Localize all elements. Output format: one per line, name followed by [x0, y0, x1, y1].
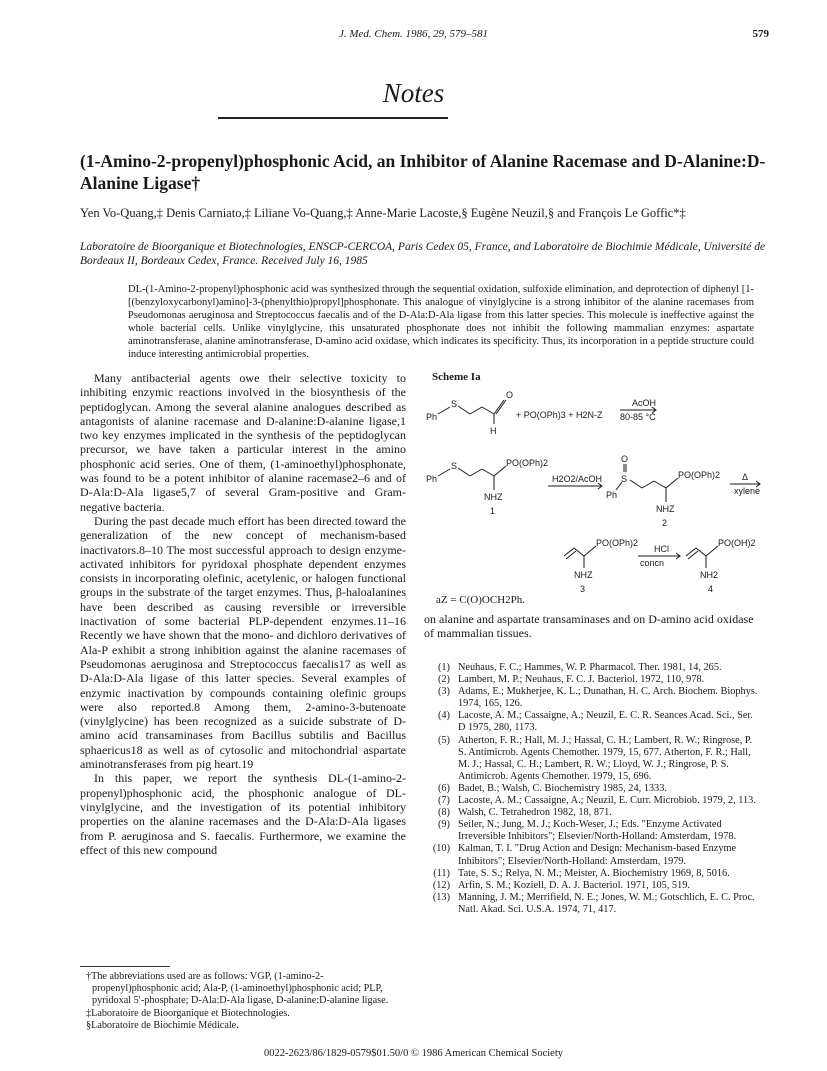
reference-number: (11)	[433, 867, 450, 879]
reference-item	[424, 710, 762, 734]
reference-number: (8)	[437, 807, 450, 819]
scheme-label-reagents: + PO(OPh)3 + H2N-Z	[516, 410, 603, 420]
reference-text: Seiler, N.; Jung, M. J.; Koch-Weser, J.; Eds. "Enzyme Activated Irreversible Inhibitors"; Elsevier/North-Holland: Amsterdam, 1978.	[458, 819, 737, 843]
reference-text: Neuhaus, F. C.; Hammes, W. P. Pharmacol. Ther. 1981, 14, 265.	[458, 662, 722, 673]
body-paragraph: In this paper, we report the synthesis DL-(1-amino-2-propenyl)phosphonic acid, the phosphonic analogue of DL-vinylglycine, and the investigation of its potential inhibitory properties on the alanine racemases and the D-Ala:D-Ala ligases from P. aeruginosa and S. faecalis. Furthermore, we examine the effect of this new compound	[80, 771, 406, 857]
scheme-footnote: aZ = C(O)OCH2Ph.	[436, 594, 526, 606]
reference-text: Lacoste, A. M.; Cassaigne, A.; Neuzil, E. C. R. Seances Acad. Sci., Ser. D 1975, 280, 1173.	[458, 710, 753, 734]
body-column-left	[80, 371, 406, 857]
scheme-label-nhz: NHZ	[656, 504, 675, 514]
reference-item	[424, 880, 762, 892]
scheme-label-s: S	[621, 474, 628, 484]
scheme-label-nhz: NHZ	[484, 492, 503, 502]
reference-text: Tate, S. S.; Relya, N. M.; Meister, A. Biochemistry 1969, 8, 5016.	[458, 867, 730, 879]
scheme-label-po-oh2: PO(OH)2	[718, 538, 756, 548]
reference-text: Kalman, T. I. "Drug Action and Design: Mechanism-based Enzyme Inhibitors"; Elsevier/North-Holland: Amsterdam, 1979.	[458, 843, 737, 867]
reference-item	[424, 674, 762, 686]
reference-item	[424, 819, 762, 843]
reference-item	[424, 795, 762, 807]
scheme-label-hcl: HCl	[654, 544, 669, 554]
reference-text: Walsh, C. Tetrahedron 1982, 18, 871.	[458, 807, 612, 819]
scheme-label-ph: Ph	[426, 412, 438, 422]
affiliation: Laboratoire de Bioorganique et Biotechnologies, ENSCP-CERCOA, Paris Cedex 05, France, and Laboratoire de Biochimie Médicale, Université de Bordeaux II, Bordeaux Cedex, France. Received July 16, 1985	[80, 241, 766, 267]
reference-text: Lacoste, A. M.; Cassaigne, A.; Neuzil, E. Curr. Microbiob. 1979, 2, 113.	[458, 795, 756, 807]
scheme-label-xylene: xylene	[734, 486, 761, 496]
reference-text: Arfin, S. M.; Koziell, D. A. J. Bacteriol. 1971, 105, 519.	[458, 879, 690, 891]
section-heading: Notes	[382, 78, 445, 108]
reference-item	[424, 843, 762, 867]
scheme-label-delta: Δ	[742, 472, 749, 482]
body-paragraph: During the past decade much effort has been directed toward the generalization of the new concept of mechanism-based inactivators.8–10 The most successful approach to design enzyme-activated inhibitors for pyridoxal phosphate dependent enzymes consists in incorporating olefinic, acetylenic, or halogen functional groups in the substrate of the target enzymes. Thus, β-haloalanines have been described as causing reversible or irreversible inactivation of some bacterial PLP-dependent enzymes.11–16 Recently we have shown that the mono- and dichloro derivatives of Ala-P exhibit a strong inhibition against the alanine racemases of Pseudomonas aeruginosa and Streptococcus faecalis17 as well as D-Ala:D-Ala ligase of this latter species. Several examples of enzymic inactivation by compounds containing olefinic groups were also reported.8 Among them, 2-amino-3-butenoate (vinylglycine) has been recognized as a suicide substrate of D-amino acid transaminases from Bacillus subtilis and Bacillus sphaericus18 as well as of cytosolic and mitochondrial aspartate aminotransferases from pig heart.19	[80, 513, 406, 772]
running-header: J. Med. Chem. 1986, 29, 579–581	[338, 28, 489, 40]
body-paragraph: Many antibacterial agents owe their selective toxicity to inhibiting enzymic reactions involved in the biosynthesis of the peptidoglycan. Among the several alanine analogues described as antagonists of alanine racemase and D-alanine:D-alanine ligase,1 two key enzymes implicated in the synthesis of the peptidoglycan precursor, we have taken a particular interest in the amino phosphonic acid series. One of them, (1-aminoethyl)phosphonate, was found to be a potent inhibitor of alanine racemase2–6 and of D-Ala:D-Ala ligase5,7 of several Gram-positive and Gram-negative bacteria.	[80, 371, 406, 514]
footnotes	[80, 971, 406, 1032]
footnote: †The abbreviations used are as follows: VGP, (1-amino-2-propenyl)phosphonic acid; Ala-P, (1-aminoethyl)phosphonic acid; PLP, pyridoxal 5′-phosphate; D-Ala:D-Ala ligase, D-alanine:D-alanine ligase.	[86, 971, 389, 1007]
reference-number: (5)	[437, 734, 450, 746]
reference-text: Atherton, F. R.; Hall, M. J.; Hassal, C. H.; Lambert, R. W.; Ringrose, P. S. Antimicrob. Agents Chemother. 1979, 15, 677. Atherton, F. R.; Hall, M. J.; Hassal, C. H.; Lambert, R. W.; Lloyd, W. J.; Ringrose, P. S. Antimicrob. Agents Chemother. 1979, 15, 696.	[458, 734, 753, 782]
compound-number: 3	[580, 584, 586, 592]
reference-item	[424, 735, 762, 783]
scheme-label-po-oph2: PO(OPh)2	[506, 458, 549, 468]
scheme-label-po-oph2: PO(OPh)2	[596, 538, 639, 548]
reference-number: (13)	[432, 891, 450, 903]
section-rule	[218, 117, 448, 119]
reference-number: (7)	[437, 795, 450, 807]
scheme-label-po-oph2: PO(OPh)2	[678, 470, 721, 480]
reference-item	[424, 892, 762, 916]
scheme-label-o: O	[621, 454, 629, 464]
page-number: 579	[752, 28, 769, 40]
scheme-label-ph: Ph	[426, 474, 438, 484]
scheme-label-ph: Ph	[606, 490, 618, 500]
reference-number: (12)	[432, 879, 450, 891]
footnote-rule	[80, 966, 170, 967]
reference-number: (9)	[437, 819, 450, 831]
scheme-label-nh2: NH2	[700, 570, 719, 580]
footnote: ‡Laboratoire de Bioorganique et Biotechnologies.	[86, 1007, 290, 1019]
reference-item	[424, 783, 762, 795]
reference-number: (10)	[432, 843, 450, 855]
scheme-label-h: H	[490, 426, 497, 436]
compound-number: 2	[662, 518, 668, 528]
author-list: Yen Vo-Quang,‡ Denis Carniato,‡ Liliane Vo-Quang,‡ Anne-Marie Lacoste,§ Eugène Neuzil,§ and François Le Goffic*‡	[80, 206, 686, 220]
reference-item	[424, 807, 762, 819]
reference-text: Badet, B.; Walsh, C. Biochemistry 1985, 24, 1333.	[458, 782, 667, 794]
scheme-label-s: S	[451, 399, 458, 409]
scheme-label-nhz: NHZ	[574, 570, 593, 580]
article-title: (1-Amino-2-propenyl)phosphonic Acid, an Inhibitor of Alanine Racemase and D-Alanine:D-Alanine Ligase†	[80, 151, 766, 193]
reference-number: (2)	[437, 674, 450, 686]
reference-item	[424, 868, 762, 880]
reference-number: (1)	[437, 662, 450, 673]
scheme-label-concn: concn	[640, 558, 665, 568]
compound-number: 1	[490, 506, 496, 516]
reference-item	[424, 686, 762, 710]
reference-text: Lambert, M. P.; Neuhaus, F. C. J. Bacteriol. 1972, 110, 978.	[458, 674, 705, 686]
reaction-scheme	[424, 380, 764, 592]
footnote: §Laboratoire de Biochimie Médicale.	[86, 1019, 239, 1031]
compound-number: 4	[708, 584, 714, 592]
reference-text: Manning, J. M.; Merrifield, N. E.; Jones, W. M.; Gotschlich, E. C. Proc. Natl. Akad. Sci. U.S.A. 1974, 71, 417.	[458, 891, 755, 915]
reference-number: (4)	[437, 710, 450, 722]
copyright-line: 0022-2623/86/1829-0579$01.50/0 © 1986 American Chemical Society	[263, 1048, 564, 1059]
scheme-label-cond-bot: 80-85 °C	[620, 412, 656, 422]
reference-number: (3)	[437, 686, 450, 698]
scheme-label: Scheme Ia	[432, 371, 481, 383]
scheme-label-s: S	[451, 461, 458, 471]
reference-number: (6)	[437, 782, 450, 794]
scheme-label-h2o2: H2O2/AcOH	[552, 474, 603, 484]
body-column-right: on alanine and aspartate transaminases and on D-amino acid oxidase of mammalian tissues.	[424, 612, 754, 641]
reference-item	[424, 662, 762, 674]
abstract: DL-(1-Amino-2-propenyl)phosphonic acid was synthesized through the sequential oxidation, sulfoxide elimination, and deprotection of diphenyl [1-[(benzyloxycarbonyl)amino]-3-(phenylthio)propyl]phosphonate. This analogue of vinylglycine is a strong inhibitor of the alanine racemases from Pseudomonas aeruginosa and Streptococcus faecalis and of the D-Ala:D-Ala ligase from this latter species. This molecule is ineffective against the whole bacterial cells. Unlike vinylglycine, this unsaturated phosphonate does not inhibit the following mammalian enzymes: aspartate aminotransferase, alanine aminotransferase, D-amino acid oxidase, which indicates its specificity. Thus, its incorporation in a peptide structure could induce interesting antimicrobial properties.	[128, 284, 754, 360]
scheme-label-o: O	[506, 390, 514, 400]
scheme-label-cond-top: AcOH	[632, 398, 657, 408]
reference-text: Adams, E.; Mukherjee, K. L.; Dunathan, H. C. Arch. Biochem. Biophys. 1974, 165, 126.	[458, 686, 758, 710]
reference-list	[424, 662, 762, 916]
